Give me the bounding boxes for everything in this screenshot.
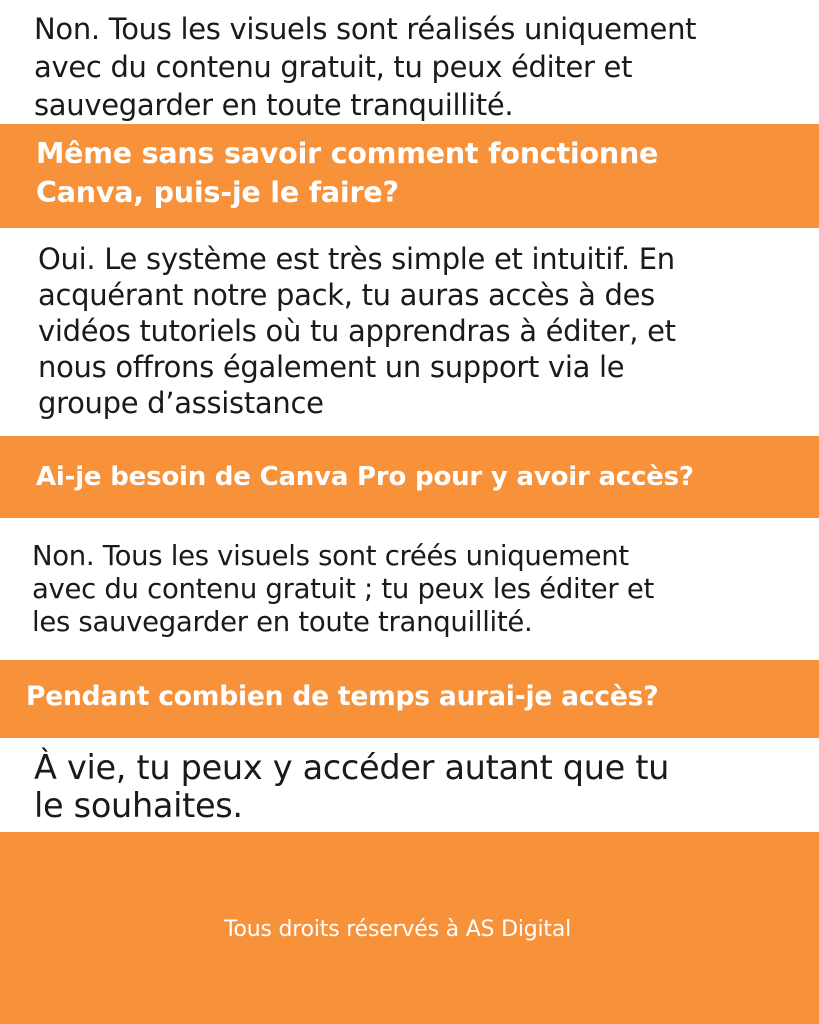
answer-line: nous offrons également un support via le (38, 350, 625, 384)
answer-line: vidéos tutoriels où tu apprendras à éditer, et (38, 314, 676, 348)
answer-line: À vie, tu peux y accéder autant que tu (34, 748, 670, 787)
faq-answer-2 (0, 228, 819, 436)
answer-line: groupe d’assistance (38, 386, 324, 420)
answer-line: avec du contenu gratuit, tu peux éditer et (34, 50, 633, 84)
faq-answer-4 (0, 738, 819, 832)
question-line: Même sans savoir comment fonctionne (36, 137, 659, 170)
faq-question-2 (0, 124, 819, 228)
answer-line: le souhaites. (34, 786, 243, 825)
answer-line: les sauvegarder en toute tranquillité. (32, 606, 533, 638)
question-line: Canva, puis-je le faire? (36, 176, 399, 209)
faq-answer-3 (0, 518, 819, 660)
footer (0, 832, 819, 1024)
answer-line: Non. Tous les visuels sont réalisés uniquement (34, 12, 697, 46)
faq-question-3 (0, 436, 819, 518)
answer-line: acquérant notre pack, tu auras accès à des (38, 278, 655, 312)
faq-question-4 (0, 660, 819, 738)
answer-line: avec du contenu gratuit ; tu peux les éditer et (32, 573, 654, 605)
copyright-text: Tous droits réservés à AS Digital (223, 917, 572, 942)
answer-line: Non. Tous les visuels sont créés uniquement (32, 540, 629, 572)
answer-line: Oui. Le système est très simple et intuitif. En (38, 242, 675, 276)
question-line: Ai-je besoin de Canva Pro pour y avoir accès? (36, 462, 694, 492)
faq-answer-1 (0, 0, 819, 124)
question-line: Pendant combien de temps aurai-je accès? (26, 681, 659, 712)
answer-line: sauvegarder en toute tranquillité. (34, 88, 514, 122)
